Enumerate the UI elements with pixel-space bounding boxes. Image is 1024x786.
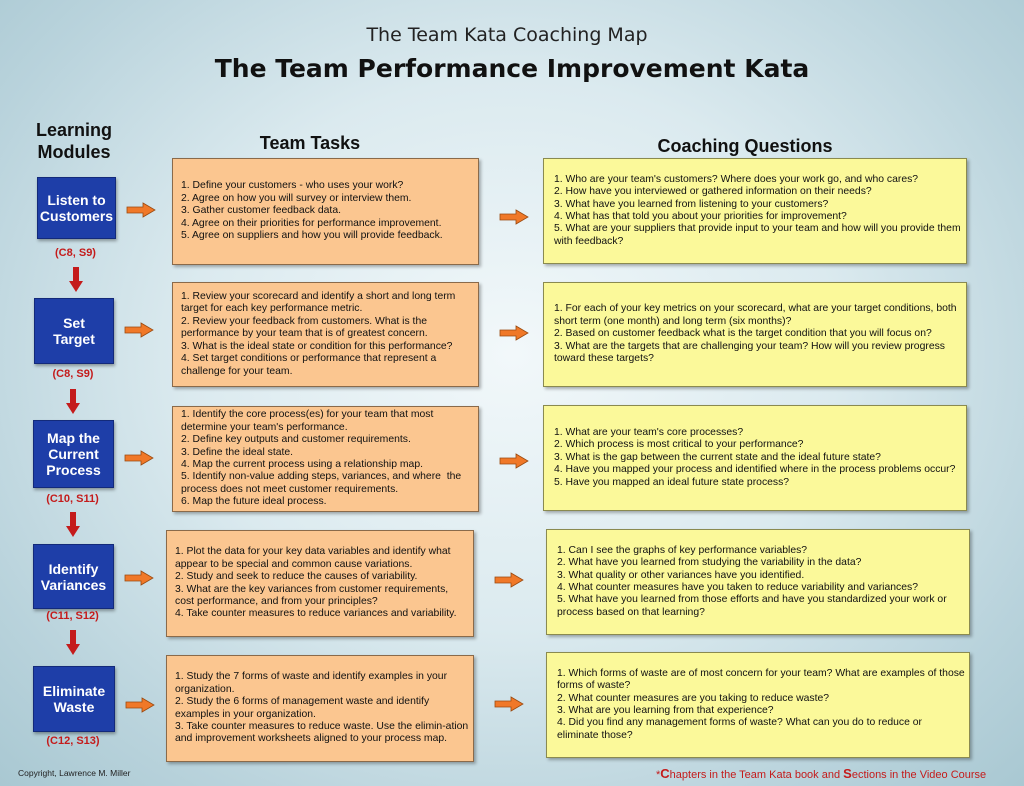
task-to-question-arrow: [499, 209, 529, 225]
coaching-question-box: [543, 158, 967, 264]
module-box: Identify Variances: [33, 544, 114, 609]
module-reference: (C8, S9): [55, 247, 96, 259]
next-module-arrow: [65, 389, 81, 415]
task-item: 4. Set target conditions or performance that represent a challenge for your team.: [181, 353, 440, 377]
task-to-question-arrow: [499, 453, 529, 469]
coaching-question-box: [543, 282, 967, 387]
question-item: 3. What is the gap between the current state and the ideal future state?: [554, 451, 881, 463]
task-item: 4. Take counter measures to reduce variances and variability.: [175, 608, 457, 620]
question-item: 3. What quality or other variances have you identified.: [557, 569, 805, 581]
map-subtitle: The Team Kata Coaching Map: [366, 24, 648, 46]
coaching-questions-heading: Coaching Questions: [657, 136, 833, 156]
footnote-star: *: [656, 769, 661, 781]
module-box: Listen to Customers: [37, 177, 116, 239]
question-item: 1. Which forms of waste are of most concern for your team? What are examples of those forms of waste?: [557, 667, 968, 692]
team-tasks-heading: Team Tasks: [259, 133, 361, 153]
footnote-c: C: [660, 766, 670, 781]
next-module-arrow: [65, 630, 81, 656]
question-item: 2. Which process is most critical to your performance?: [554, 439, 804, 451]
task-item: 1. Plot the data for your key data variables and identify what appear to be special and common cause variations.: [175, 546, 454, 570]
task-item: 2. Define key outputs and customer requirements.: [181, 434, 411, 446]
coaching-question-box: [546, 529, 970, 635]
module-to-task-arrow: [124, 322, 154, 338]
footnote-s: S: [843, 766, 852, 781]
question-item: 3. What are you learning from that experience?: [557, 705, 774, 716]
learning-modules-heading: Learning Modules: [35, 120, 112, 162]
question-item: 2. How have you interviewed or gathered information on their needs?: [554, 186, 872, 198]
question-item: 4. Have you mapped your process and identified where in the process problems occur?: [554, 464, 956, 476]
module-reference: (C11, S12): [46, 610, 99, 622]
next-module-arrow: [65, 512, 81, 538]
question-item: 1. Can I see the graphs of key performance variables?: [557, 544, 808, 556]
footnote-end: ections in the Video Course: [851, 769, 987, 781]
task-item: 1. Study the 7 forms of waste and identify examples in your organization.: [175, 671, 450, 695]
question-item: 2. What have you learned from studying the variability in the data?: [557, 557, 862, 569]
question-item: 2. Based on customer feedback what is the target condition that you will focus on?: [554, 328, 932, 340]
task-to-question-arrow: [494, 696, 524, 712]
module-to-task-arrow: [125, 697, 155, 713]
task-item: 4. Agree on their priorities for performance improvement.: [181, 217, 442, 229]
module-box: Eliminate Waste: [33, 666, 115, 732]
task-item: 3. Define the ideal state.: [181, 446, 294, 458]
task-item: 3. What is the ideal state or condition for this performance?: [181, 340, 453, 352]
task-item: 2. Study the 6 forms of management waste and identify examples in your organization.: [175, 696, 433, 720]
task-item: 4. Map the current process using a relationship map.: [181, 459, 423, 470]
map-title: The Team Performance Improvement Kata: [214, 54, 810, 83]
task-item: 3. Take counter measures to reduce waste. Use the elimin-ation and improvement worksheets aligned to your process map.: [175, 720, 472, 745]
task-item: 3. What are the key variances from customer requirements, cost performance, and from your principles?: [175, 583, 452, 607]
team-task-box: [172, 282, 479, 387]
task-item: 2. Review your feedback from customers. What is the performance by your team that is of greatest concern.: [181, 315, 430, 340]
module-to-task-arrow: [124, 570, 154, 586]
copyright: Copyright, Lawrence M. Miller: [18, 768, 131, 778]
team-task-box: [172, 158, 479, 265]
question-item: 1. For each of your key metrics on your scorecard, what are your target conditions, both short term (one month) and long term (six months)?: [554, 303, 960, 327]
question-item: 4. What has that told you about your priorities for improvement?: [554, 211, 847, 222]
team-task-box: [166, 655, 474, 762]
question-item: 4. What counter measures have you taken to reduce variability and variances?: [557, 582, 918, 593]
module-reference: (C8, S9): [52, 368, 94, 380]
task-item: 6. Map the future ideal process.: [181, 496, 327, 508]
team-task-box: [166, 530, 474, 637]
module-reference: (C10, S11): [46, 493, 99, 505]
task-item: 1. Review your scorecard and identify a short and long term target for each key performance metric.: [181, 291, 459, 315]
task-to-question-arrow: [494, 572, 524, 588]
question-item: 5. What are your suppliers that provide input to your team and how will you provide them with feedback?: [554, 223, 964, 247]
module-box: Map the Current Process: [33, 420, 114, 488]
task-item: 3. Gather customer feedback data.: [181, 205, 341, 217]
question-item: 4. Did you find any management forms of waste? What can you do to reduce or eliminate those?: [557, 717, 925, 741]
coaching-question-box: [543, 405, 967, 511]
question-item: 5. Have you mapped an ideal future state process?: [554, 476, 790, 488]
footnote: [656, 766, 986, 781]
question-item: 5. What have you learned from those efforts and have you standardized your work or process based on that learning?: [557, 594, 950, 618]
task-item: 5. Identify non-value adding steps, variances, and where the process does not meet customer requirements.: [181, 471, 465, 495]
question-item: 2. What counter measures are you taking to reduce waste?: [557, 692, 830, 704]
module-to-task-arrow: [124, 450, 154, 466]
task-item: 2. Agree on how you will survey or interview them.: [181, 192, 412, 204]
task-item: 1. Define your customers - who uses your work?: [181, 180, 404, 192]
task-to-question-arrow: [499, 325, 529, 341]
task-item: 2. Study and seek to reduce the causes of variability.: [175, 571, 418, 583]
module-to-task-arrow: [126, 202, 156, 218]
question-item: 3. What have you learned from listening to your customers?: [554, 198, 829, 210]
task-item: 1. Identify the core process(es) for your team that most determine your team's performance.: [181, 409, 437, 433]
question-item: 1. Who are your team's customers? Where does your work go, and who cares?: [554, 173, 919, 185]
team-task-box: [172, 406, 479, 512]
question-item: 3. What are the targets that are challenging your team? How will you review progress toward these targets?: [554, 340, 948, 365]
next-module-arrow: [68, 267, 84, 293]
coaching-question-box: [546, 652, 970, 758]
task-item: 5. Agree on suppliers and how you will provide feedback.: [181, 230, 443, 242]
question-item: 1. What are your team's core processes?: [554, 426, 744, 438]
module-box: Set Target: [34, 298, 114, 364]
footnote-mid: hapters in the Team Kata book and: [669, 769, 844, 781]
module-reference: (C12, S13): [46, 735, 100, 747]
